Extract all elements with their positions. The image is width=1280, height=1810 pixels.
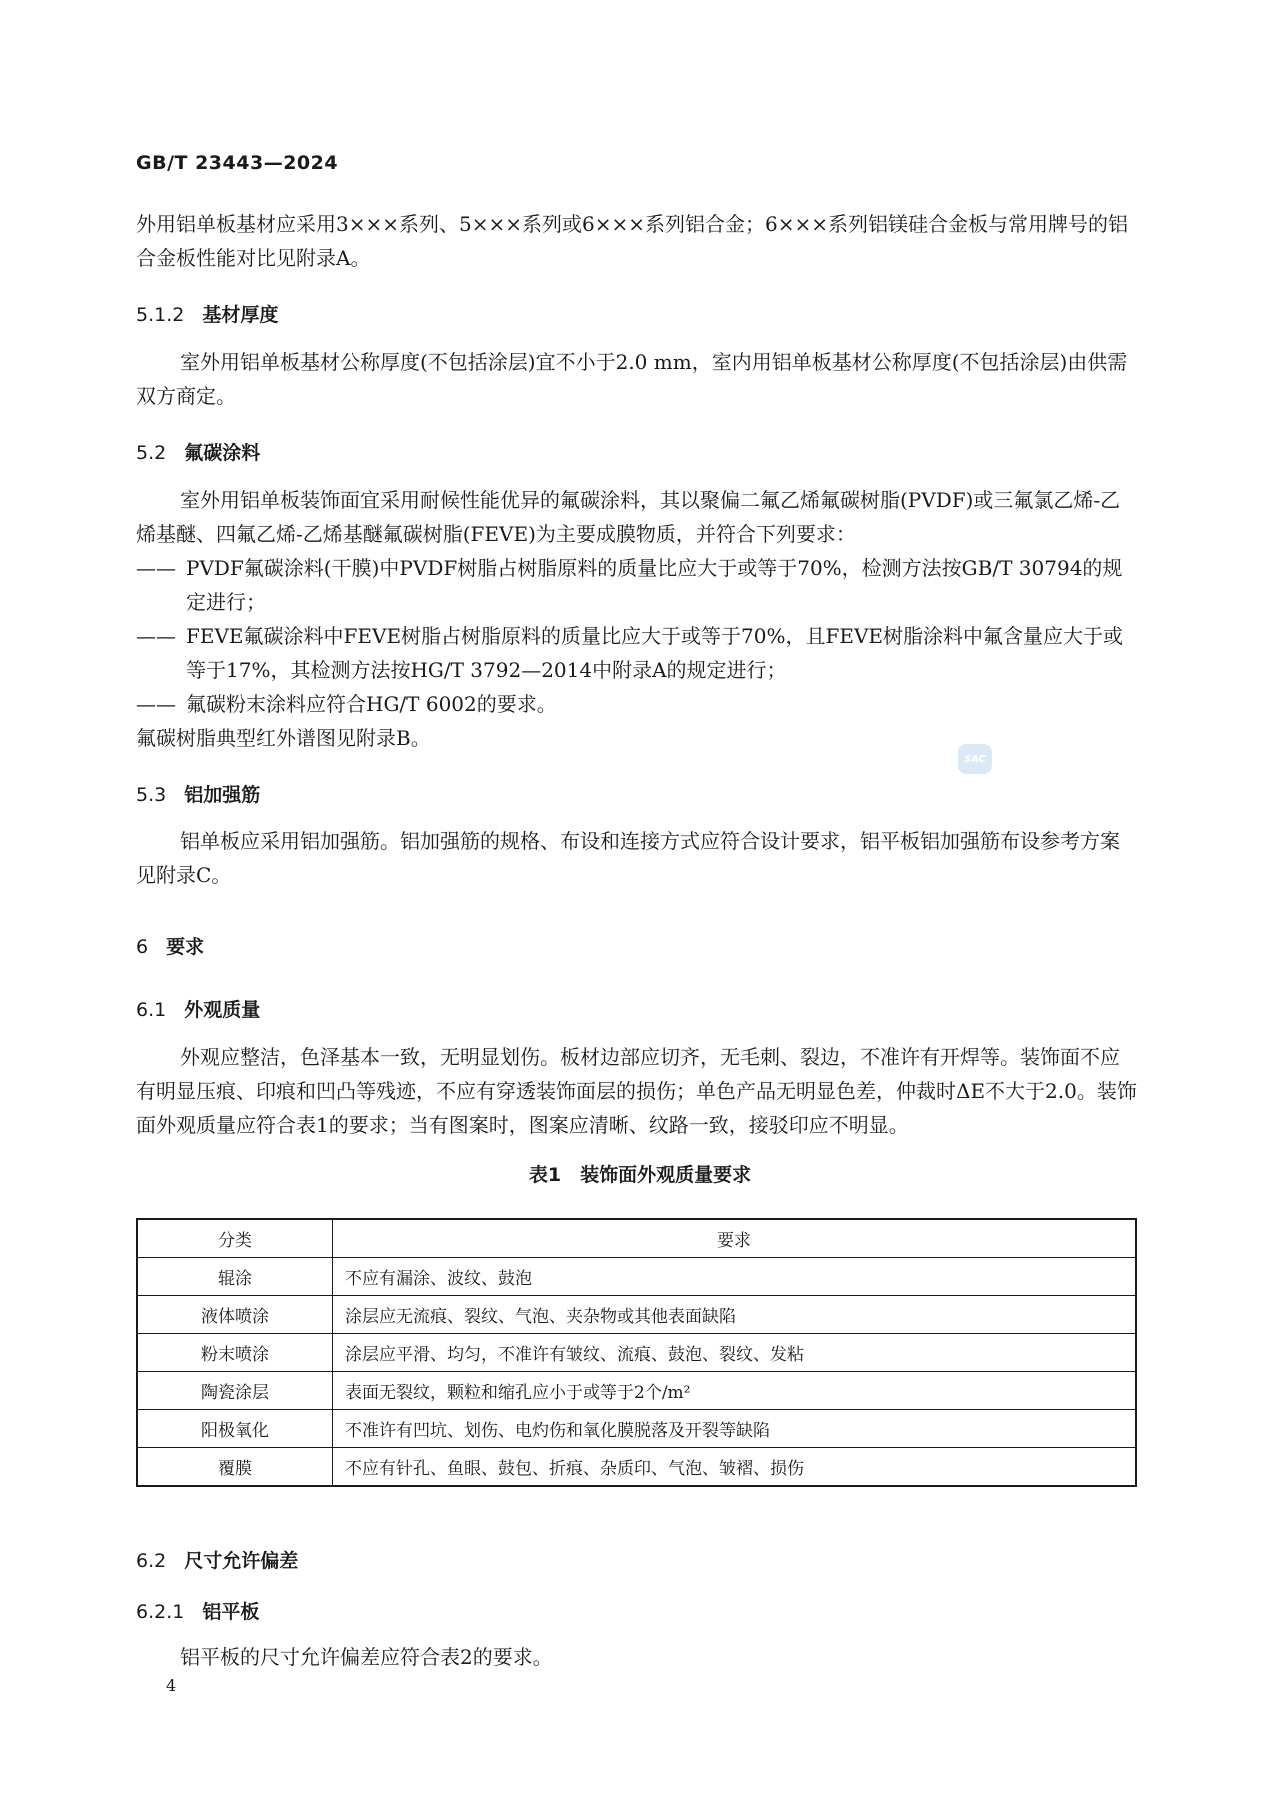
section-5-3-paragraph: 铝单板应采用铝加强筋。铝加强筋的规格、布设和连接方式应符合设计要求，铝平板铝加强筋布设参考方案见附录C。 <box>136 829 1120 887</box>
requirement-item-feve <box>136 619 1138 687</box>
table-row <box>137 1334 1136 1372</box>
section-title: 铝加强筋 <box>184 784 261 806</box>
table-row <box>137 1372 1136 1410</box>
dash-marker: —— <box>136 692 176 716</box>
item-text: 氟碳粉末涂料应符合HG/T 6002的要求。 <box>186 692 557 716</box>
category-cell: 阳极氧化 <box>137 1410 333 1448</box>
section-title: 尺寸允许偏差 <box>184 1550 299 1572</box>
requirement-cell: 不准许有凹坑、划伤、电灼伤和氧化膜脱落及开裂等缺陷 <box>333 1410 1137 1448</box>
section-title: 铝平板 <box>202 1601 260 1623</box>
chapter-6-heading <box>136 932 204 959</box>
category-cell: 粉末喷涂 <box>137 1334 333 1372</box>
requirement-item-powder <box>136 687 1138 721</box>
section-number: 6.2 <box>136 1550 167 1572</box>
column-header-category: 分类 <box>137 1219 333 1258</box>
section-6-1-heading <box>136 995 260 1022</box>
section-number: 6.1 <box>136 999 167 1021</box>
requirement-cell: 涂层应平滑、均匀，不准许有皱纹、流痕、鼓泡、裂纹、发粘 <box>333 1334 1137 1372</box>
section-number: 5.1.2 <box>136 304 185 326</box>
requirement-cell: 不应有针孔、鱼眼、鼓包、折痕、杂质印、气泡、皱褶、损伤 <box>333 1448 1137 1487</box>
section-5-1-2-paragraph: 室外用铝单板基材公称厚度(不包括涂层)宜不小于2.0 mm，室内用铝单板基材公称厚度(不包括涂层)由供需双方商定。 <box>136 350 1128 408</box>
section-5-1-2-heading <box>136 300 278 327</box>
section-title: 基材厚度 <box>202 304 279 326</box>
section-number: 5.2 <box>136 442 167 464</box>
section-number: 6 <box>136 936 149 958</box>
section-6-2-1-heading <box>136 1597 259 1624</box>
requirement-cell: 涂层应无流痕、裂纹、气泡、夹杂物或其他表面缺陷 <box>333 1296 1137 1334</box>
requirement-cell: 不应有漏涂、波纹、鼓泡 <box>333 1258 1137 1296</box>
dash-marker: —— <box>136 556 176 580</box>
section-number: 6.2.1 <box>136 1601 185 1623</box>
section-5-2-closing: 氟碳树脂典型红外谱图见附录B。 <box>136 726 431 750</box>
section-title: 氟碳涂料 <box>184 442 261 464</box>
dash-marker: —— <box>136 624 176 648</box>
table-row <box>137 1410 1136 1448</box>
section-5-2-paragraph: 室外用铝单板装饰面宜采用耐候性能优异的氟碳涂料，其以聚偏二氟乙烯氟碳树脂(PVDF)或三氟氯乙烯-乙烯基醚、四氟乙烯-乙烯基醚氟碳树脂(FEVE)为主要成膜物质，并符合下列要求： <box>136 488 1121 546</box>
section-5-2-heading <box>136 438 260 465</box>
section-number: 5.3 <box>136 784 167 806</box>
standard-code: GB/T 23443—2024 <box>136 152 339 174</box>
category-cell: 液体喷涂 <box>137 1296 333 1334</box>
table-header-row <box>137 1219 1136 1258</box>
section-title: 要求 <box>166 936 205 958</box>
section-6-1-paragraph: 外观应整洁，色泽基本一致，无明显划伤。板材边部应切齐，无毛刺、裂边，不准许有开焊等。装饰面不应有明显压痕、印痕和凹凸等残迹，不应有穿透装饰面层的损伤；单色产品无明显色差，仲裁时ΔE不大于2.0。装饰面外观质量应符合表1的要求；当有图案时，图案应清晰、纹路一致，接驳印应不明显。 <box>136 1045 1137 1137</box>
appearance-quality-table <box>136 1218 1137 1487</box>
column-header-requirement: 要求 <box>333 1219 1137 1258</box>
requirement-cell: 表面无裂纹，颗粒和缩孔应小于或等于2个/m² <box>333 1372 1137 1410</box>
table-1-title: 表1 装饰面外观质量要求 <box>528 1164 752 1186</box>
section-6-2-1-paragraph: 铝平板的尺寸允许偏差应符合表2的要求。 <box>180 1645 553 1669</box>
sac-watermark-logo: SAC <box>958 744 992 774</box>
item-text: FEVE氟碳涂料中FEVE树脂占树脂原料的质量比应大于或等于70%，且FEVE树脂涂料中氟含量应大于或等于17%，其检测方法按HG/T 3792—2014中附录A的规定进行； <box>186 624 1124 682</box>
item-text: PVDF氟碳涂料(干膜)中PVDF树脂占树脂原料的质量比应大于或等于70%，检测方法按GB/T 30794的规定进行； <box>186 556 1123 614</box>
section-5-3-heading <box>136 780 260 807</box>
section-6-2-heading <box>136 1546 298 1573</box>
category-cell: 辊涂 <box>137 1258 333 1296</box>
table-row <box>137 1296 1136 1334</box>
table-row <box>137 1258 1136 1296</box>
requirement-item-pvdf <box>136 551 1138 619</box>
page-number: 4 <box>166 1676 177 1695</box>
section-title: 外观质量 <box>184 999 261 1021</box>
category-cell: 覆膜 <box>137 1448 333 1487</box>
table-row <box>137 1448 1136 1487</box>
intro-paragraph: 外用铝单板基材应采用3×××系列、5×××系列或6×××系列铝合金；6×××系列铝镁硅合金板与常用牌号的铝合金板性能对比见附录A。 <box>136 212 1128 270</box>
category-cell: 陶瓷涂层 <box>137 1372 333 1410</box>
